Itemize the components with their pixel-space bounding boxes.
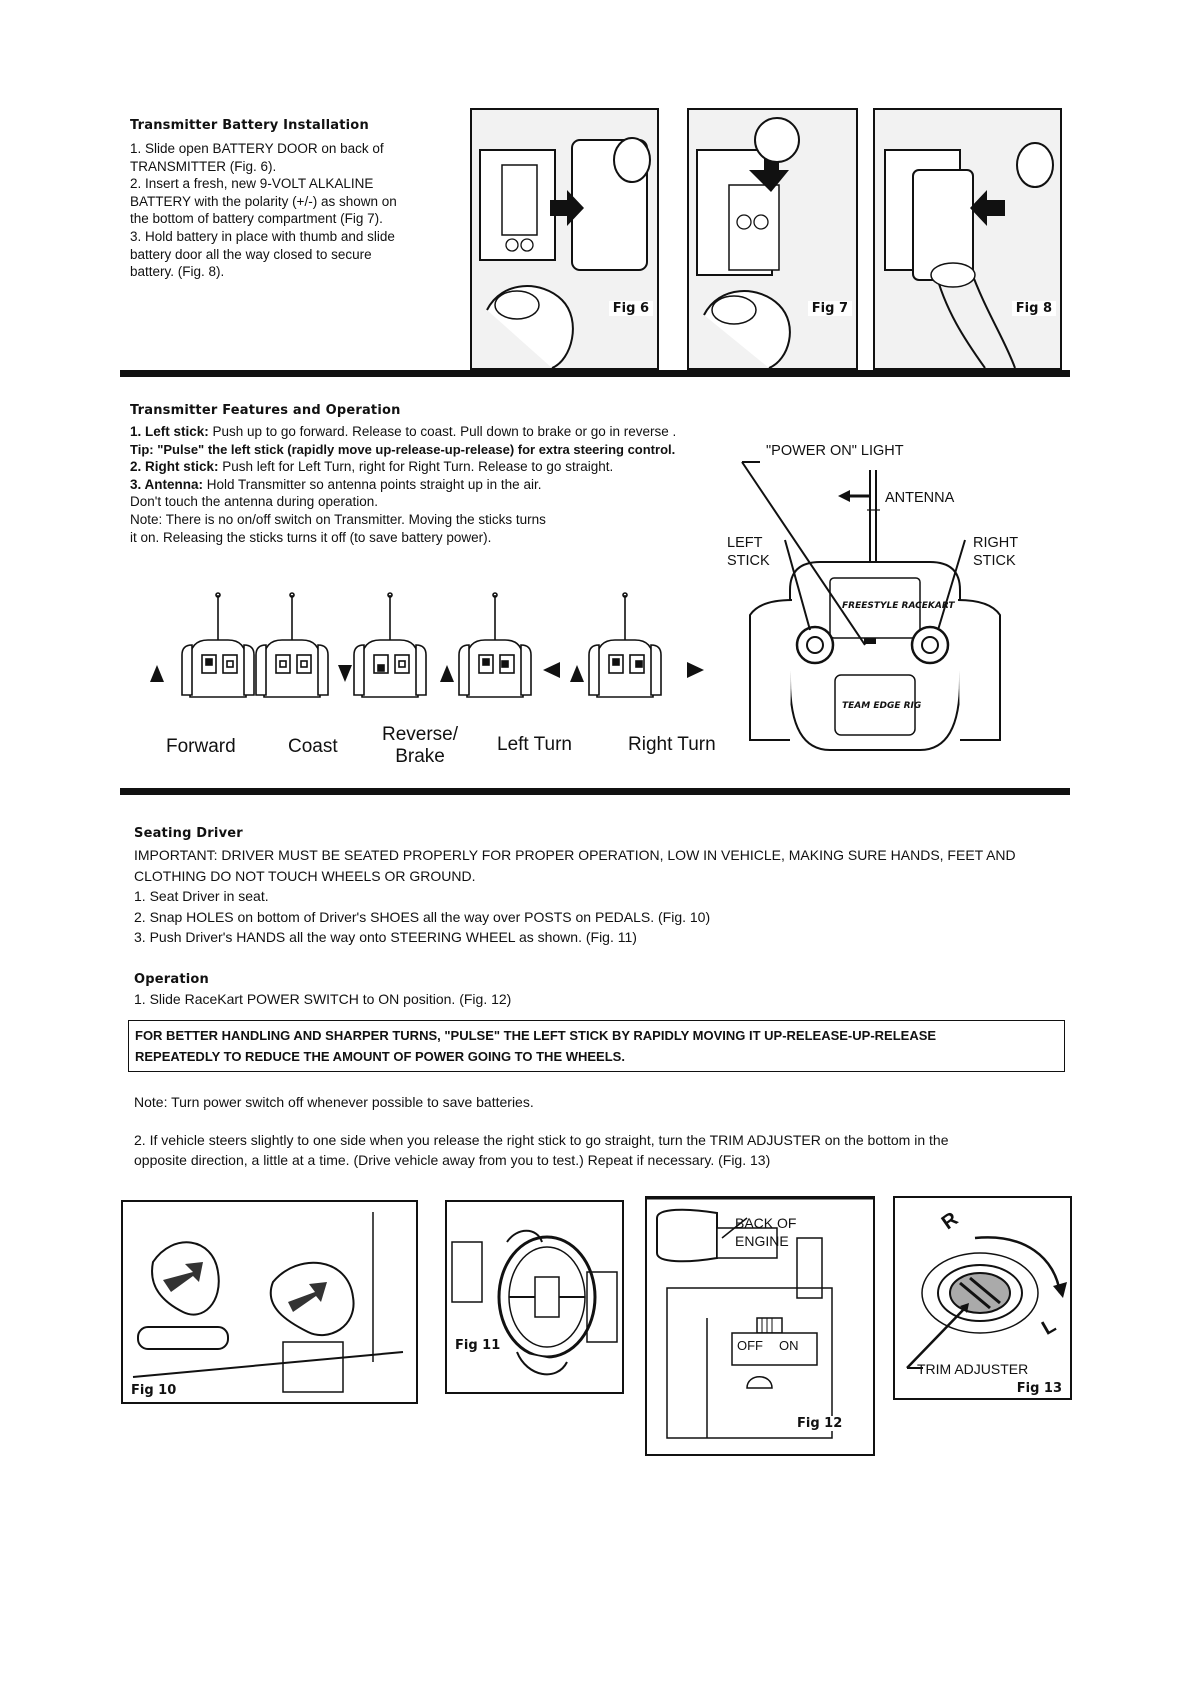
operation-step-2: 2. If vehicle steers slightly to one side when you release the right stick to go straight, turn the TRIM ADJUSTER on the bottom in the opposite direction, a little at a time. (Drive vehicle away from you to test.) Repeat if necessary. (Fig. 13)	[134, 1132, 949, 1168]
caption-coast: Coast	[288, 736, 338, 757]
fig-13-label: Fig 13	[1013, 1381, 1066, 1396]
left-turn-arrow-icon	[543, 662, 560, 678]
forward-arrow-icon	[150, 665, 164, 682]
pulse-tip-box: FOR BETTER HANDLING AND SHARPER TURNS, "PULSE" THE LEFT STICK BY RAPIDLY MOVING IT UP-RELEASE-UP-RELEASE REPEATEDLY TO REDUCE THE AMOUNT OF POWER GOING TO THE WHEELS.	[128, 1020, 1065, 1072]
label-antenna: ANTENNA	[885, 490, 955, 506]
fig-8-illustration	[873, 108, 1062, 370]
label-right-stick: RIGHT STICK	[973, 535, 1019, 569]
caption-left-turn: Left Turn	[497, 734, 572, 755]
right-turn-up-arrow-icon	[570, 665, 584, 682]
fig-11-illustration	[445, 1200, 624, 1394]
transmitter-logo-freestyle: FREESTYLE RACEKART	[842, 601, 955, 611]
seating-text: IMPORTANT: DRIVER MUST BE SEATED PROPERLY FOR PROPER OPERATION, LOW IN VEHICLE, MAKING SURE HANDS, FEET AND CLOTHING DO NOT TOUCH WHEELS OR GROUND. 1. Seat Driver in seat. 2. Snap HOLES on bottom of Driver's SHOES all the way over POSTS on PEDALS. (Fig. 10) 3. Push Driver's HANDS all the way onto STEERING WHEEL as shown. (Fig. 11)	[134, 847, 1016, 945]
operation-step-1: 1. Slide RaceKart POWER SWITCH to ON position. (Fig. 12)	[134, 991, 512, 1007]
tx-forward	[182, 593, 254, 697]
operation-note: Note: Turn power switch off whenever possible to save batteries.	[134, 1094, 534, 1110]
battery-section-title: Transmitter Battery Installation	[130, 118, 369, 133]
label-off: OFF	[737, 1338, 763, 1353]
fig-11-label: Fig 11	[451, 1338, 504, 1353]
stick-position-diagrams	[150, 585, 740, 720]
section-divider-1	[120, 370, 1070, 377]
features-section-title: Transmitter Features and Operation	[130, 403, 401, 418]
label-back-of-engine: BACK OF ENGINE	[735, 1215, 797, 1249]
section-divider-2	[120, 788, 1070, 795]
seating-section-title: Seating Driver	[134, 826, 243, 841]
transmitter-diagram	[720, 440, 1080, 760]
fig-7-illustration	[687, 108, 858, 370]
transmitter-logo-team: TEAM EDGE RIG	[842, 701, 922, 711]
reverse-arrow-icon	[338, 665, 352, 682]
caption-reverse-brake: Reverse/ Brake	[382, 724, 459, 767]
label-on: ON	[779, 1338, 799, 1353]
fig-13-illustration	[893, 1196, 1072, 1400]
operation-section-title: Operation	[134, 972, 210, 987]
trim-r-letter: R	[937, 1207, 963, 1235]
fig-12-illustration	[645, 1196, 875, 1456]
label-power-on-light: "POWER ON" LIGHT	[766, 443, 904, 459]
fig-6-illustration	[470, 108, 659, 370]
left-turn-up-arrow-icon	[440, 665, 454, 682]
features-text: 1. Left stick: Push up to go forward. Release to coast. Pull down to brake or go in reverse . Tip: "Pulse" the left stick (rapidly move up-release-up-release) for extra steering control. 2. Right stick: Push left for Left Turn, right for Right Turn. Release to go straight. 3. Antenna: Hold Transmitter so antenna points straight up in the air. Don't touch the antenna during operation. Note: There is no on/off switch on Transmitter. Moving the sticks turns it on. Releasing the sticks turns it off (to save battery power).	[130, 424, 677, 545]
tx-reverse	[354, 593, 426, 697]
fig-7-label: Fig 7	[808, 301, 852, 316]
battery-steps: 1. Slide open BATTERY DOOR on back of TRANSMITTER (Fig. 6). 2. Insert a fresh, new 9-VOLT ALKALINE BATTERY with the polarity (+/-) as shown on the bottom of battery compartment (Fig 7). 3. Hold battery in place with thumb and slide battery door all the way closed to secure battery. (Fig. 8).	[130, 141, 397, 280]
right-turn-arrow-icon	[687, 662, 704, 678]
fig-10-label: Fig 10	[127, 1383, 180, 1398]
tx-coast	[256, 593, 328, 697]
fig-6-label: Fig 6	[609, 301, 653, 316]
tx-left-turn	[459, 593, 531, 697]
fig-10-illustration	[121, 1200, 418, 1404]
fig-8-label: Fig 8	[1012, 301, 1056, 316]
fig-12-label: Fig 12	[793, 1416, 846, 1431]
trim-l-letter: L	[1038, 1314, 1060, 1340]
tx-right-turn	[589, 593, 661, 697]
label-trim-adjuster: TRIM ADJUSTER	[917, 1361, 1029, 1377]
caption-forward: Forward	[166, 736, 236, 757]
caption-right-turn: Right Turn	[628, 734, 716, 755]
label-left-stick: LEFT STICK	[727, 535, 770, 569]
